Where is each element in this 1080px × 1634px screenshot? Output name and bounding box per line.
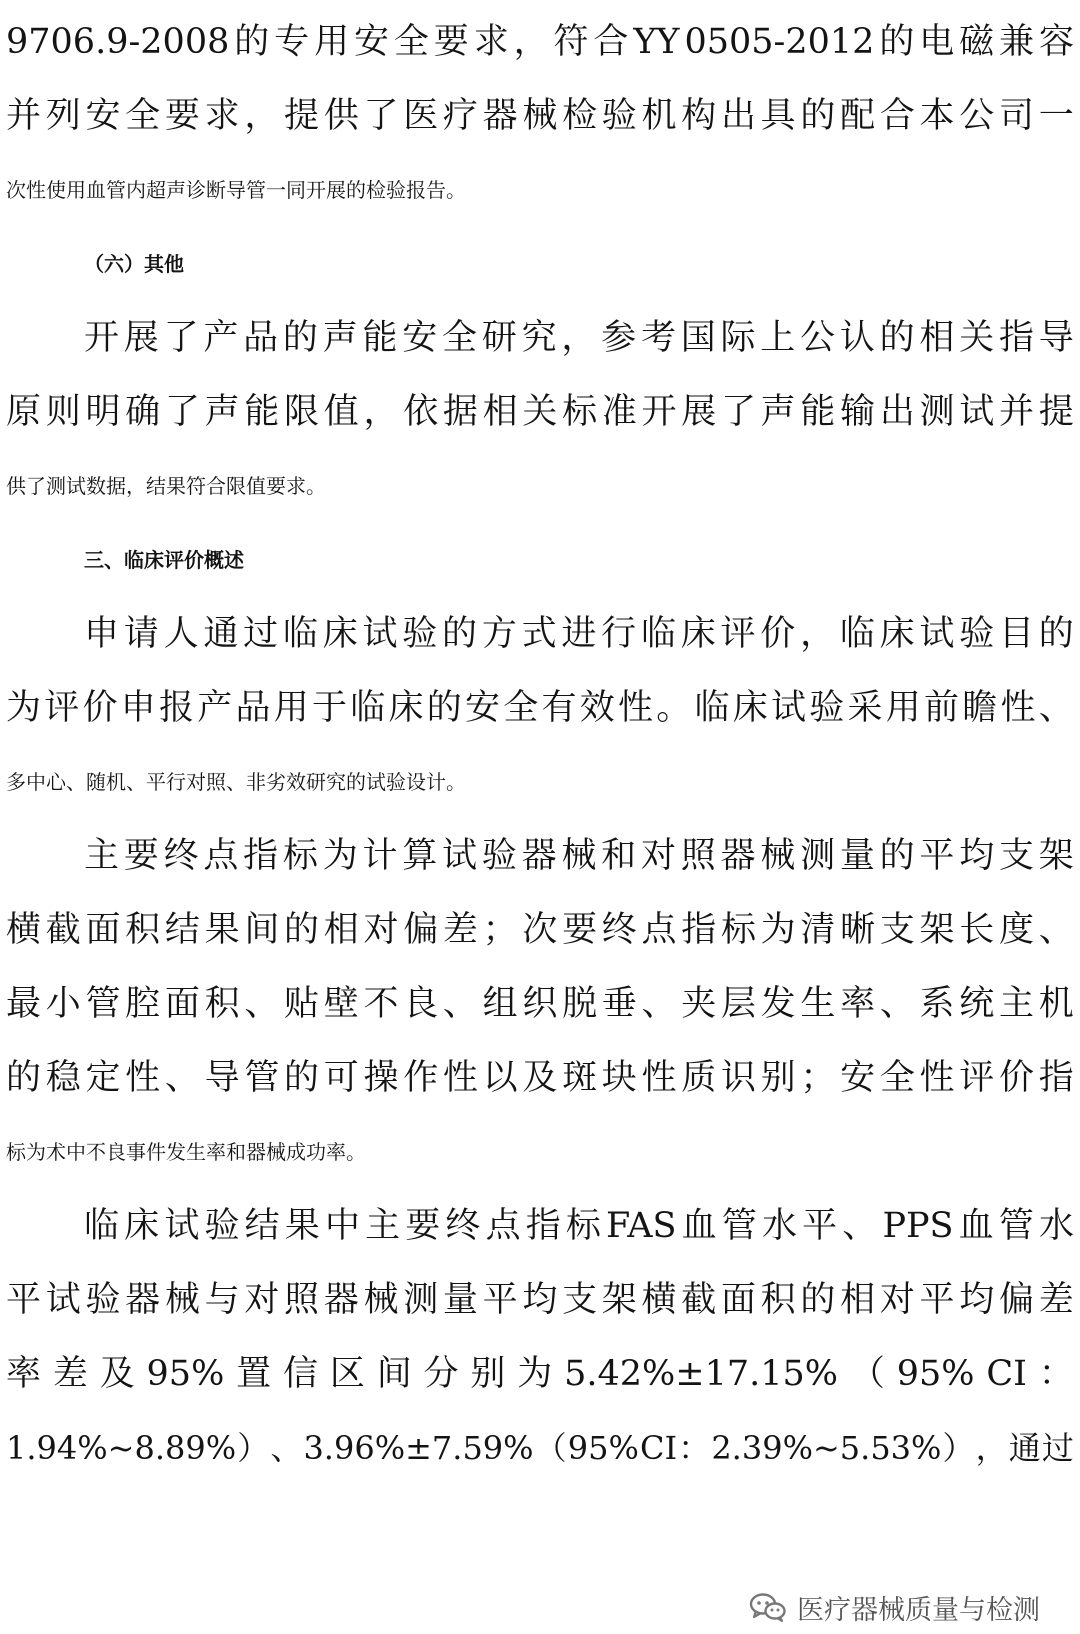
text-line-10: 为 评 价 申 报 产 品 用 于 临 床 的 安 全 有 效 性 。 临 床 试 验 采 用 前 瞻 性 、 — [6, 688, 1074, 728]
text-line-2: 并 列 安 全 要 求 ， 提 供 了 医 疗 器 械 检 验 机 构 出 具 的 配 合 本 公 司 一 — [6, 96, 1074, 136]
section-heading-clinical: 三、临床评价概述 — [84, 548, 244, 572]
text-line-13: 横 截 面 积 结 果 间 的 相 对 偏 差 ； 次 要 终 点 指 标 为 清 晰 支 架 长 度 、 — [6, 910, 1074, 950]
text-line-1: 9706.9-2008 的 专 用 安 全 要 求 ， 符 合 YY 0505-2012 的 电 磁 兼 容 — [6, 22, 1074, 62]
text-line-7: 供了测试数据，结果符合限值要求。 — [6, 474, 326, 498]
text-line-15: 的 稳 定 性 、 导 管 的 可 操 作 性 以 及 斑 块 性 质 识 别 ； 安 全 性 评 价 指 — [6, 1058, 1074, 1098]
wechat-icon — [749, 1592, 787, 1622]
text-line-6: 原 则 明 确 了 声 能 限 值 ， 依 据 相 关 标 准 开 展 了 声 能 输 出 测 试 并 提 — [6, 392, 1074, 432]
text-line-20: 1.94%~8.89% ） 、 3.96%±7.59% （ 95% CI ： 2.39%~5.53% ） ， 通 过 — [6, 1429, 1074, 1467]
text-line-19: 率 差 及 95% 置 信 区 间 分 别 为 5.42%±17.15% （ 95% CI ： — [6, 1354, 1074, 1394]
text-line-11: 多中心、随机、平行对照、非劣效研究的试验设计。 — [6, 770, 466, 794]
text-line-5: 开 展 了 产 品 的 声 能 安 全 研 究 ， 参 考 国 际 上 公 认 的 相 关 指 导 — [84, 318, 1074, 358]
text-line-12: 主 要 终 点 指 标 为 计 算 试 验 器 械 和 对 照 器 械 测 量 的 平 均 支 架 — [84, 836, 1074, 876]
section-heading-other: （六）其他 — [84, 252, 184, 276]
text-line-16: 标为术中不良事件发生率和器械成功率。 — [6, 1140, 366, 1164]
text-line-18: 平 试 验 器 械 与 对 照 器 械 测 量 平 均 支 架 横 截 面 积 的 相 对 平 均 偏 差 — [6, 1280, 1074, 1320]
watermark-text: 医疗器械质量与检测 — [797, 1594, 1040, 1626]
text-line-3: 次性使用血管内超声诊断导管一同开展的检验报告。 — [6, 178, 466, 202]
watermark — [749, 1585, 1040, 1629]
text-line-17: 临 床 试 验 结 果 中 主 要 终 点 指 标 FAS 血 管 水 平 、 PPS 血 管 水 — [84, 1206, 1074, 1246]
text-line-9: 申 请 人 通 过 临 床 试 验 的 方 式 进 行 临 床 评 价 ， 临 床 试 验 目 的 — [84, 614, 1074, 654]
text-line-14: 最 小 管 腔 面 积 、 贴 壁 不 良 、 组 织 脱 垂 、 夹 层 发 生 率 、 系 统 主 机 — [6, 984, 1074, 1024]
